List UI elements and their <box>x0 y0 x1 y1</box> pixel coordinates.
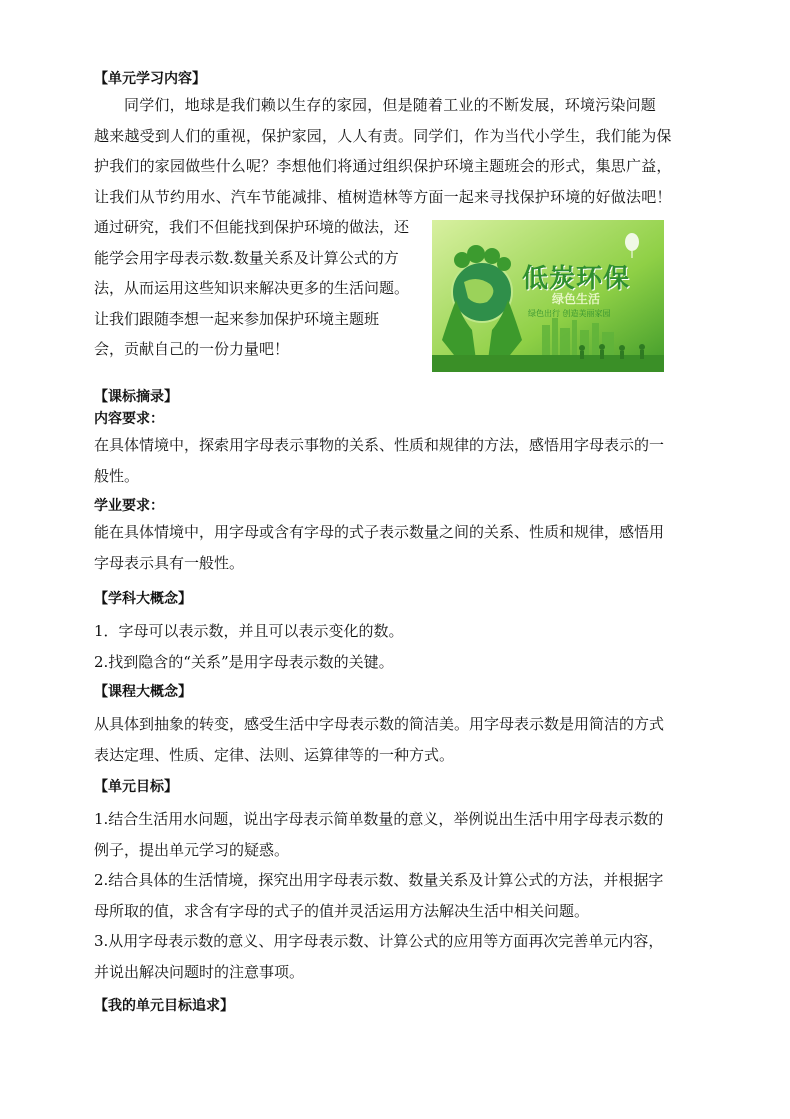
wrapped-line: 法，从而运用这些知识来解决更多的生活问题。 <box>94 279 410 298</box>
content-requirement-line: 在具体情境中，探索用字母表示事物的关系、性质和规律的方法，感悟用字母表示的一 <box>94 436 665 455</box>
study-requirement-title: 学业要求： <box>94 498 164 515</box>
unit-goal-line: 2.结合具体的生活情境，探究出用字母表示数、数量关系及计算公式的方法，并根据字 <box>94 871 664 890</box>
wrapped-line: 通过研究，我们不但能找到保护环境的做法，还 <box>94 218 410 237</box>
wrapped-paragraph <box>94 212 434 365</box>
poster-slogan: 绿色出行 创造美丽家园 <box>528 309 611 319</box>
unit-goal-line: 母所取的值，求含有字母的式子的值并灵活运用方法解决生活中相关问题。 <box>94 901 590 920</box>
subject-concept-item: 2.找到隐含的“关系”是用字母表示数的关键。 <box>94 652 394 671</box>
subject-concept-item: 1．字母可以表示数，并且可以表示变化的数。 <box>94 622 404 641</box>
unit-goal-line: 1.结合生活用水问题，说出字母表示简单数量的意义，举例说出生活中用字母表示数的 <box>94 810 664 829</box>
poster-artwork <box>432 220 664 372</box>
intro-line: 越来越受到人们的重视，保护家园，人人有责。同学们，作为当代小学生，我们能为保 <box>94 126 672 145</box>
content-requirement-line: 般性。 <box>94 466 140 485</box>
course-concept-line: 从具体到抽象的转变，感受生活中字母表示数的简洁美。用字母表示数是用简洁的方式 <box>94 715 665 734</box>
course-concept-heading: 【课程大概念】 <box>94 684 192 701</box>
curriculum-heading: 【课标摘录】 <box>94 389 178 406</box>
poster-title-secondary: 绿色生活 <box>552 292 601 307</box>
study-requirement-line: 能在具体情境中，用字母或含有字母的式子表示数量之间的关系、性质和规律，感悟用 <box>94 523 665 542</box>
poster-subtitle <box>552 290 600 307</box>
poster-title: 低炭环保 <box>522 264 631 295</box>
wrapped-line: 会，贡献自己的一份力量吧！ <box>94 340 290 359</box>
intro-line: 护我们的家园做些什么呢？李想他们将通过组织保护环境主题班会的形式，集思广益， <box>94 157 672 176</box>
unit-goal-line: 并说出解决问题时的注意事项。 <box>94 962 305 981</box>
unit-goal-line: 3.从用字母表示数的意义、用字母表示数、计算公式的应用等方面再次完善单元内容， <box>94 932 664 951</box>
wrapped-paragraph-with-image <box>94 212 700 368</box>
wrapped-line: 让我们跟随李想一起来参加保护环境主题班 <box>94 309 380 328</box>
document-page <box>94 68 700 1017</box>
course-concept-line: 表达定理、性质、定律、法则、运算律等的一种方式。 <box>94 745 455 764</box>
intro-paragraph <box>94 90 700 212</box>
subject-concept-heading: 【学科大概念】 <box>94 591 192 608</box>
intro-line: 同学们，地球是我们赖以生存的家园，但是随着工业的不断发展，环境污染问题 <box>124 96 657 114</box>
unit-goals-heading: 【单元目标】 <box>94 779 178 796</box>
wrapped-line: 能学会用字母表示数.数量关系及计算公式的方 <box>94 248 399 267</box>
spacer <box>94 578 700 588</box>
unit-goal-line: 例子，提出单元学习的疑惑。 <box>94 840 290 859</box>
unit-content-heading: 【单元学习内容】 <box>94 71 206 87</box>
intro-line: 让我们从节约用水、汽车节能减排、植树造林等方面一起来寻找保护环境的好做法吧！ <box>94 187 672 206</box>
low-carbon-poster-image <box>432 220 664 372</box>
study-requirement-line: 字母表示具有一般性。 <box>94 553 245 572</box>
my-goals-heading: 【我的单元目标追求】 <box>94 998 234 1015</box>
content-requirement-title: 内容要求： <box>94 411 164 428</box>
